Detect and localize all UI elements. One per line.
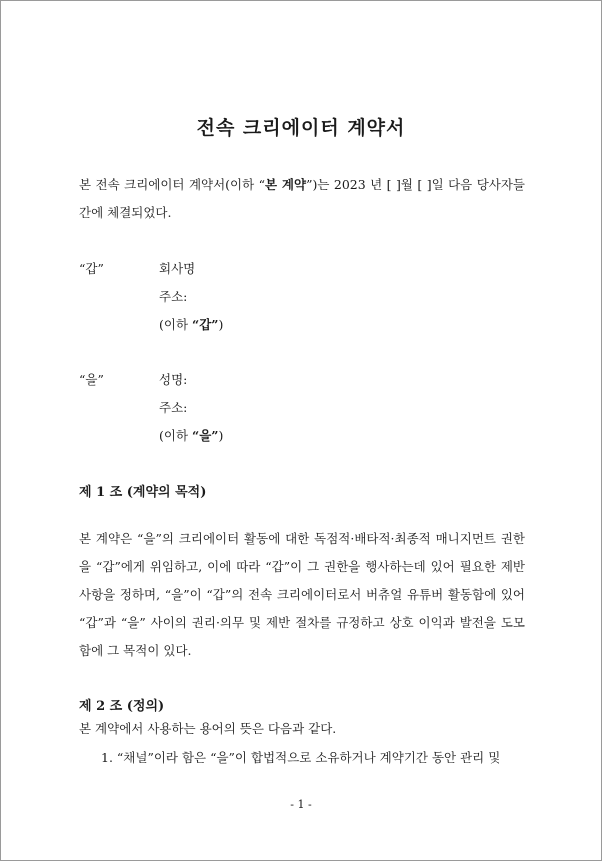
party-a-label: “갑” [79,261,104,276]
party-b-alias-bold: “을” [192,428,219,443]
party-a-alias-pre: (이하 [159,317,193,332]
party-a-alias-post: ) [218,317,224,332]
article-2-item-1: 1. “채널”이라 함은 “을”이 합법적으로 소유하거나 계약기간 동안 관리 및 [101,750,501,765]
article-1-body: 본 계약은 “을”의 크리에이터 활동에 대한 독점적·배타적·최종적 매니지먼트 권한을 “갑”에게 위임하고, 이에 따라 “갑”이 그 권한을 행사하는데 있어 필요한 제반 사항을 정하며, “을”이 “갑”의 전속 크리에이터로서 버츄얼 유튜버 활동함에 있어 “갑”과 “을” 사이의 권리·의무 및 제반 절차를 규정하고 상호 이익과 발전을 도모함에 그 목적이 있다. [79,531,525,658]
article-2-heading: 제 2 조 (정의) [79,699,165,714]
party-a-company: 회사명 [159,261,196,276]
intro-text-post: ”)는 2023 년 [ ]월 [ ]일 다음 당사자들 간에 체결되었다. [79,177,526,220]
party-a-address: 주소: [159,289,188,304]
party-a-alias-bold: “갑” [192,317,219,332]
intro-text-pre: 본 전속 크리에이터 계약서(이하 “ [79,177,266,192]
intro-text-bold: 본 계약 [265,177,307,192]
party-b-alias-post: ) [218,428,224,443]
party-a-alias [159,315,223,333]
party-b-alias-pre: (이하 [159,428,193,443]
document-title: 전속 크리에이터 계약서 [196,117,406,139]
party-b-address: 주소: [159,400,188,415]
intro-paragraph [79,171,525,227]
party-b-alias [159,426,223,444]
party-b-label: “을” [79,372,104,387]
page-number: - 1 - [290,798,312,811]
article-1-heading: 제 1 조 (계약의 목적) [79,485,207,500]
party-b-name: 성명: [159,372,188,387]
article-2-lead: 본 계약에서 사용하는 용어의 뜻은 다음과 같다. [79,721,337,736]
